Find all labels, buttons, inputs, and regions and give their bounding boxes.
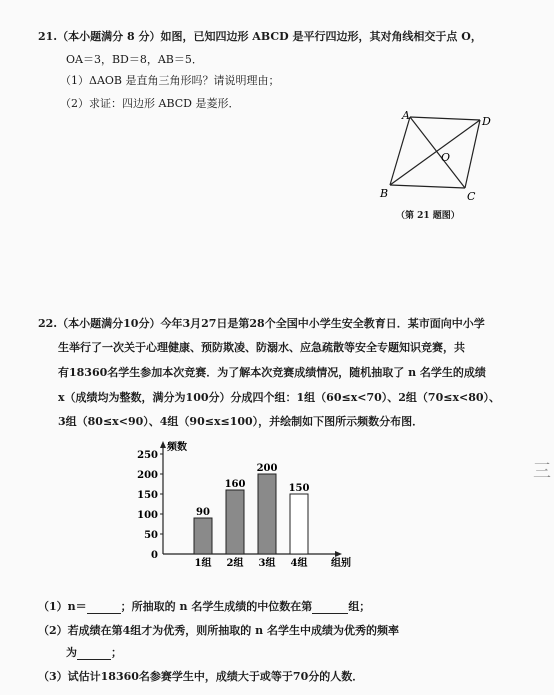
q22-line-5: 3组（80≤x<90）、4组（90≤x≤100），并绘制如下图所示频数分布图． xyxy=(58,415,424,428)
edge-ab xyxy=(390,117,410,185)
q22-sub1 xyxy=(38,600,370,614)
vertex-label-a: A xyxy=(402,109,410,122)
q22-line-2: 生举行了一次关于心理健康、预防欺凌、防溺水、应急疏散等安全专题知识竞赛，共 xyxy=(58,341,465,354)
q22-sub1-suffix: 组； xyxy=(348,600,371,613)
y-tick-label: 50 xyxy=(144,530,158,541)
q22-sub2-line1: （2）若成绩在第4组才为优秀，则所抽取的 n 名学生中成绩为优秀的频率 xyxy=(38,624,399,637)
q22-sub2-suffix: ； xyxy=(111,646,122,659)
answer-blank-frequency[interactable] xyxy=(77,659,111,660)
y-tick-label: 100 xyxy=(137,510,158,521)
edge-da xyxy=(410,117,480,120)
x-axis-arrow xyxy=(335,551,342,557)
answer-blank-median-group[interactable] xyxy=(312,613,348,614)
q22-sub2-prefix: 为 xyxy=(66,646,77,659)
q21-part1: （1）ΔAOB 是直角三角形吗？请说明理由； xyxy=(60,74,280,87)
x-tick-label: 2组 xyxy=(226,558,244,569)
diagonal-bd xyxy=(390,120,480,185)
y-tick-label: 200 xyxy=(137,470,158,481)
x-tick-label: 3组 xyxy=(258,558,276,569)
vertex-label-b: B xyxy=(380,187,389,200)
q22-sub2-line2 xyxy=(66,646,122,660)
center-label-o: O xyxy=(441,151,451,164)
y-tick-label: 0 xyxy=(151,550,158,561)
bar xyxy=(226,490,244,554)
x-axis-label: 组别 xyxy=(331,558,351,569)
y-tick-label: 150 xyxy=(137,490,158,501)
q22-sub1-prefix: （1）n＝ xyxy=(38,600,87,613)
bar-value-label: 150 xyxy=(288,483,310,494)
x-tick-label: 4组 xyxy=(290,558,308,569)
bar-value-label: 200 xyxy=(256,463,278,474)
q21-heading: 21.（本小题满分 8 分）如图，已知四边形 ABCD 是平行四边形，其对角线相交于点 O， xyxy=(38,30,482,43)
bar xyxy=(290,494,308,554)
bar xyxy=(258,474,276,554)
q22-line-1: 22.（本小题满分10分）今年3月27日是第28个全国中小学生安全教育日．某市面向中小学 xyxy=(38,317,485,330)
y-axis-arrow xyxy=(160,441,166,448)
q22-line-3: 有18360名学生参加本次竞赛．为了解本次竞赛成绩情况，随机抽取了 n 名学生的成绩 xyxy=(58,366,486,379)
x-tick-label: 1组 xyxy=(194,558,212,569)
bar-value-label: 90 xyxy=(196,507,210,518)
frequency-histogram xyxy=(125,436,375,576)
bar-value-label: 160 xyxy=(224,479,246,490)
q22-sub1-middle: ；所抽取的 n 名学生成绩的中位数在第 xyxy=(120,600,313,613)
q21-figure-caption: （第 21 题图） xyxy=(396,211,460,221)
edge-bc xyxy=(390,185,465,188)
y-axis-label: 频数 xyxy=(167,442,187,453)
margin-mark: 三 xyxy=(533,461,551,482)
q21-given: OA＝3，BD＝8，AB＝5． xyxy=(66,53,203,66)
edge-cd xyxy=(465,120,480,188)
vertex-label-c: C xyxy=(467,190,476,203)
vertex-label-d: D xyxy=(482,115,491,128)
diagonal-ac xyxy=(410,117,465,188)
q22-sub3: （3）试估计18360名参赛学生中，成绩大于或等于70分的人数． xyxy=(38,670,364,683)
answer-blank-n[interactable] xyxy=(87,613,121,614)
q21-part2: （2）求证：四边形 ABCD 是菱形． xyxy=(60,97,240,110)
bar xyxy=(194,518,212,554)
q22-line-4: x（成绩均为整数，满分为100分）分成四个组：1组（60≤x<70）、2组（70≤x<80）、 xyxy=(58,391,501,404)
y-tick-label: 250 xyxy=(137,450,158,461)
